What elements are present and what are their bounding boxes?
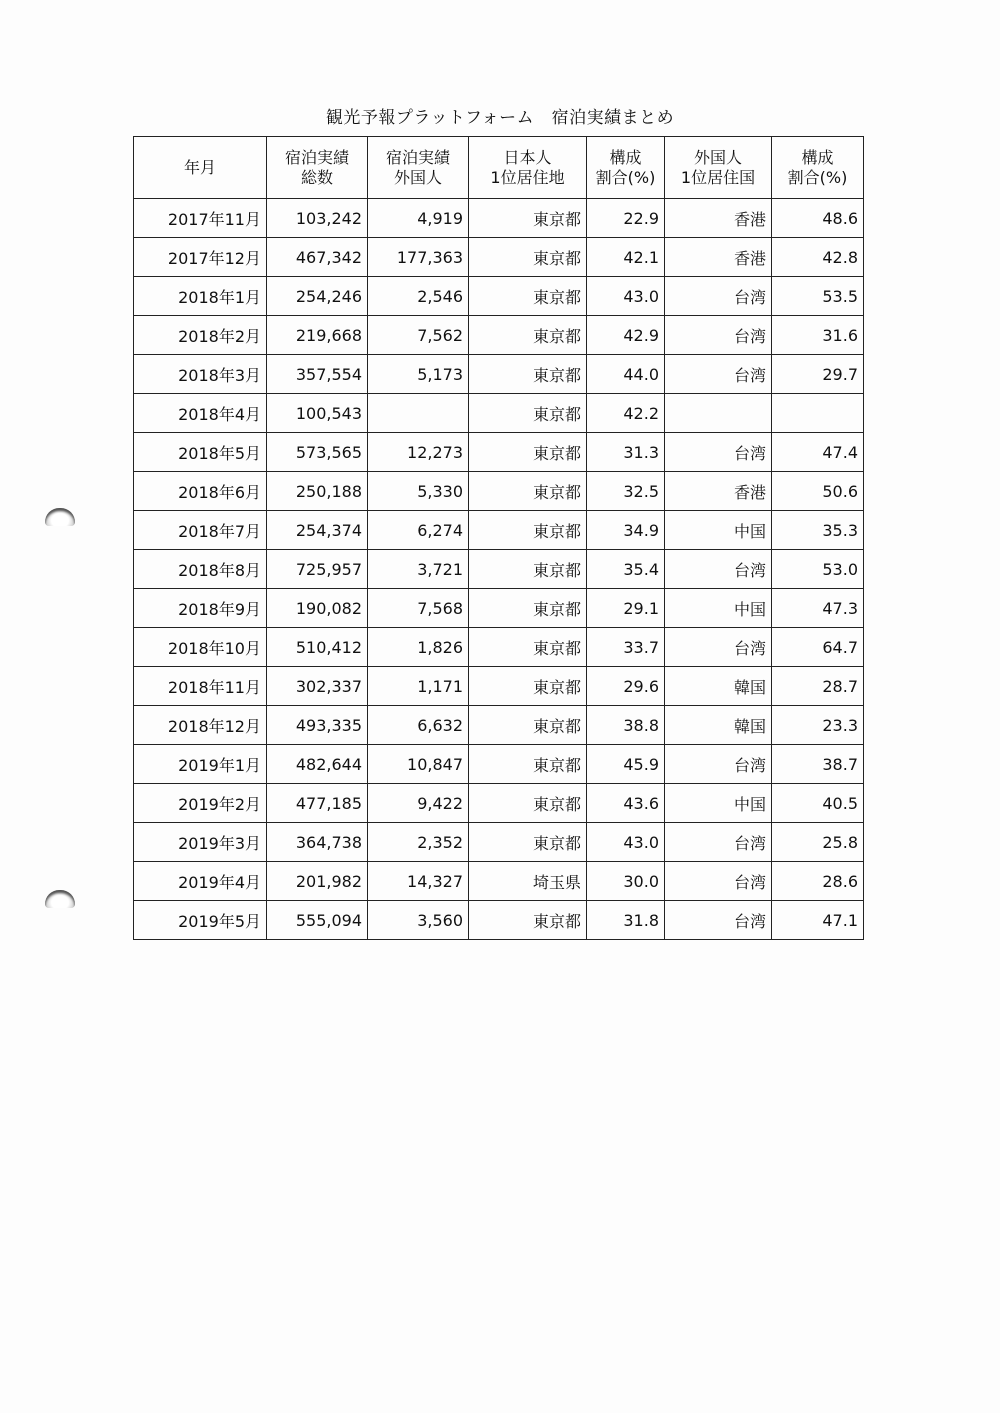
cell-foreign-stays: 14,327 (368, 862, 469, 901)
header-line: 外国人 (393, 167, 442, 187)
table-row (134, 472, 864, 511)
cell-japanese-top-residence: 埼玉県 (469, 862, 587, 901)
cell-japanese-share: 43.6 (587, 784, 665, 823)
cell-foreign-top-country: 香港 (665, 238, 772, 277)
cell-total-stays: 482,644 (267, 745, 368, 784)
cell-japanese-share: 42.2 (587, 394, 665, 433)
header-line: 総数 (300, 167, 333, 187)
cell-total-stays: 250,188 (267, 472, 368, 511)
cell-japanese-share: 22.9 (587, 199, 665, 238)
cell-year-month: 2017年12月 (134, 238, 267, 277)
cell-japanese-top-residence: 東京都 (469, 823, 587, 862)
cell-foreign-stays: 6,632 (368, 706, 469, 745)
cell-foreign-stays: 5,173 (368, 355, 469, 394)
cell-foreign-share: 50.6 (772, 472, 864, 511)
cell-foreign-top-country: 香港 (665, 199, 772, 238)
cell-foreign-stays (368, 394, 469, 433)
cell-foreign-top-country: 台湾 (665, 316, 772, 355)
table-row (134, 628, 864, 667)
cell-foreign-share: 47.4 (772, 433, 864, 472)
cell-japanese-share: 31.8 (587, 901, 665, 940)
header-total-stays (267, 137, 368, 199)
cell-foreign-share: 47.3 (772, 589, 864, 628)
cell-japanese-share: 32.5 (587, 472, 665, 511)
table-row (134, 784, 864, 823)
cell-foreign-stays: 3,721 (368, 550, 469, 589)
header-foreign-stays (368, 137, 469, 199)
table-row (134, 199, 864, 238)
cell-foreign-stays: 1,826 (368, 628, 469, 667)
cell-japanese-top-residence: 東京都 (469, 277, 587, 316)
header-line: 1位居住国 (680, 167, 756, 187)
cell-foreign-stays: 9,422 (368, 784, 469, 823)
cell-foreign-top-country: 中国 (665, 589, 772, 628)
cell-total-stays: 201,982 (267, 862, 368, 901)
cell-foreign-share: 40.5 (772, 784, 864, 823)
table-body (134, 199, 864, 940)
table-row (134, 355, 864, 394)
cell-foreign-top-country: 台湾 (665, 745, 772, 784)
cell-foreign-share: 28.7 (772, 667, 864, 706)
header-foreign-top-country (665, 137, 772, 199)
cell-foreign-top-country: 台湾 (665, 862, 772, 901)
cell-foreign-top-country: 台湾 (665, 628, 772, 667)
cell-foreign-top-country: 韓国 (665, 706, 772, 745)
cell-total-stays: 573,565 (267, 433, 368, 472)
table-row (134, 238, 864, 277)
cell-foreign-stays: 3,560 (368, 901, 469, 940)
cell-foreign-stays: 177,363 (368, 238, 469, 277)
cell-foreign-stays: 4,919 (368, 199, 469, 238)
header-japanese-top-residence (469, 137, 587, 199)
header-foreign-share (772, 137, 864, 199)
cell-foreign-share: 48.6 (772, 199, 864, 238)
table-row (134, 667, 864, 706)
cell-year-month: 2018年1月 (134, 277, 267, 316)
header-line: 構成 (609, 147, 642, 167)
header-row (134, 137, 864, 199)
header-line: 宿泊実績 (284, 147, 349, 167)
cell-japanese-share: 42.9 (587, 316, 665, 355)
cell-year-month: 2018年8月 (134, 550, 267, 589)
cell-year-month: 2018年12月 (134, 706, 267, 745)
cell-foreign-share: 42.8 (772, 238, 864, 277)
cell-japanese-share: 35.4 (587, 550, 665, 589)
cell-japanese-top-residence: 東京都 (469, 433, 587, 472)
cell-total-stays: 510,412 (267, 628, 368, 667)
cell-japanese-top-residence: 東京都 (469, 589, 587, 628)
cell-year-month: 2019年4月 (134, 862, 267, 901)
punch-hole-lower (45, 890, 75, 908)
cell-japanese-top-residence: 東京都 (469, 667, 587, 706)
header-line: 構成 (801, 147, 834, 167)
cell-japanese-top-residence: 東京都 (469, 901, 587, 940)
cell-foreign-share: 38.7 (772, 745, 864, 784)
header-year-month (134, 137, 267, 199)
cell-year-month: 2019年5月 (134, 901, 267, 940)
cell-foreign-top-country: 台湾 (665, 433, 772, 472)
table-row (134, 277, 864, 316)
cell-japanese-top-residence: 東京都 (469, 472, 587, 511)
cell-foreign-share: 47.1 (772, 901, 864, 940)
cell-foreign-stays: 2,546 (368, 277, 469, 316)
header-line: 宿泊実績 (385, 147, 450, 167)
cell-japanese-top-residence: 東京都 (469, 550, 587, 589)
cell-year-month: 2018年4月 (134, 394, 267, 433)
cell-foreign-top-country: 中国 (665, 511, 772, 550)
cell-japanese-share: 42.1 (587, 238, 665, 277)
cell-japanese-share: 33.7 (587, 628, 665, 667)
cell-foreign-share: 29.7 (772, 355, 864, 394)
cell-japanese-top-residence: 東京都 (469, 199, 587, 238)
header-line: 年月 (183, 157, 216, 177)
cell-total-stays: 555,094 (267, 901, 368, 940)
cell-foreign-share: 53.0 (772, 550, 864, 589)
cell-year-month: 2018年6月 (134, 472, 267, 511)
cell-japanese-top-residence: 東京都 (469, 316, 587, 355)
cell-total-stays: 219,668 (267, 316, 368, 355)
cell-foreign-top-country: 韓国 (665, 667, 772, 706)
cell-year-month: 2019年1月 (134, 745, 267, 784)
cell-total-stays: 467,342 (267, 238, 368, 277)
cell-japanese-share: 34.9 (587, 511, 665, 550)
cell-total-stays: 725,957 (267, 550, 368, 589)
table-row (134, 745, 864, 784)
cell-foreign-share: 28.6 (772, 862, 864, 901)
cell-foreign-top-country: 香港 (665, 472, 772, 511)
cell-total-stays: 493,335 (267, 706, 368, 745)
table-row (134, 316, 864, 355)
table-row (134, 433, 864, 472)
cell-japanese-share: 29.1 (587, 589, 665, 628)
cell-total-stays: 364,738 (267, 823, 368, 862)
cell-foreign-stays: 7,562 (368, 316, 469, 355)
cell-foreign-stays: 12,273 (368, 433, 469, 472)
header-line: 割合(%) (595, 167, 656, 187)
cell-japanese-share: 45.9 (587, 745, 665, 784)
cell-foreign-share (772, 394, 864, 433)
table-row (134, 706, 864, 745)
cell-foreign-top-country: 台湾 (665, 277, 772, 316)
cell-japanese-share: 30.0 (587, 862, 665, 901)
lodging-results-table (133, 136, 864, 940)
cell-year-month: 2019年3月 (134, 823, 267, 862)
header-line: 1位居住地 (490, 167, 565, 187)
cell-foreign-share: 23.3 (772, 706, 864, 745)
cell-total-stays: 254,246 (267, 277, 368, 316)
cell-japanese-top-residence: 東京都 (469, 706, 587, 745)
cell-total-stays: 302,337 (267, 667, 368, 706)
cell-year-month: 2019年2月 (134, 784, 267, 823)
cell-japanese-top-residence: 東京都 (469, 238, 587, 277)
cell-japanese-share: 31.3 (587, 433, 665, 472)
cell-year-month: 2017年11月 (134, 199, 267, 238)
cell-foreign-stays: 2,352 (368, 823, 469, 862)
table-row (134, 589, 864, 628)
cell-foreign-stays: 7,568 (368, 589, 469, 628)
header-line: 日本人 (503, 147, 552, 167)
cell-foreign-top-country: 台湾 (665, 355, 772, 394)
cell-japanese-share: 29.6 (587, 667, 665, 706)
cell-total-stays: 254,374 (267, 511, 368, 550)
cell-total-stays: 477,185 (267, 784, 368, 823)
cell-foreign-share: 35.3 (772, 511, 864, 550)
table-row (134, 394, 864, 433)
header-japanese-share (587, 137, 665, 199)
cell-japanese-top-residence: 東京都 (469, 784, 587, 823)
table-row (134, 862, 864, 901)
table-header (134, 137, 864, 199)
cell-year-month: 2018年10月 (134, 628, 267, 667)
cell-foreign-stays: 1,171 (368, 667, 469, 706)
table-row (134, 550, 864, 589)
cell-foreign-share: 64.7 (772, 628, 864, 667)
cell-japanese-share: 43.0 (587, 277, 665, 316)
page-title: 観光予報プラットフォーム 宿泊実績まとめ (325, 108, 675, 128)
cell-total-stays: 357,554 (267, 355, 368, 394)
table-row (134, 901, 864, 940)
cell-foreign-stays: 10,847 (368, 745, 469, 784)
cell-japanese-share: 44.0 (587, 355, 665, 394)
cell-year-month: 2018年11月 (134, 667, 267, 706)
cell-foreign-top-country: 中国 (665, 784, 772, 823)
punch-hole-upper (45, 508, 75, 526)
cell-japanese-top-residence: 東京都 (469, 511, 587, 550)
cell-foreign-stays: 6,274 (368, 511, 469, 550)
cell-foreign-share: 25.8 (772, 823, 864, 862)
cell-japanese-top-residence: 東京都 (469, 628, 587, 667)
cell-year-month: 2018年5月 (134, 433, 267, 472)
table-row (134, 511, 864, 550)
cell-japanese-share: 43.0 (587, 823, 665, 862)
header-line: 外国人 (693, 147, 742, 167)
cell-year-month: 2018年9月 (134, 589, 267, 628)
cell-foreign-top-country: 台湾 (665, 901, 772, 940)
header-line: 割合(%) (787, 167, 848, 187)
table-row (134, 823, 864, 862)
cell-foreign-top-country: 台湾 (665, 550, 772, 589)
cell-total-stays: 103,242 (267, 199, 368, 238)
cell-foreign-stays: 5,330 (368, 472, 469, 511)
cell-japanese-top-residence: 東京都 (469, 355, 587, 394)
cell-foreign-top-country (665, 394, 772, 433)
cell-japanese-top-residence: 東京都 (469, 745, 587, 784)
cell-foreign-share: 53.5 (772, 277, 864, 316)
cell-year-month: 2018年7月 (134, 511, 267, 550)
cell-total-stays: 190,082 (267, 589, 368, 628)
cell-total-stays: 100,543 (267, 394, 368, 433)
cell-japanese-share: 38.8 (587, 706, 665, 745)
cell-year-month: 2018年2月 (134, 316, 267, 355)
cell-foreign-share: 31.6 (772, 316, 864, 355)
cell-year-month: 2018年3月 (134, 355, 267, 394)
cell-foreign-top-country: 台湾 (665, 823, 772, 862)
cell-japanese-top-residence: 東京都 (469, 394, 587, 433)
